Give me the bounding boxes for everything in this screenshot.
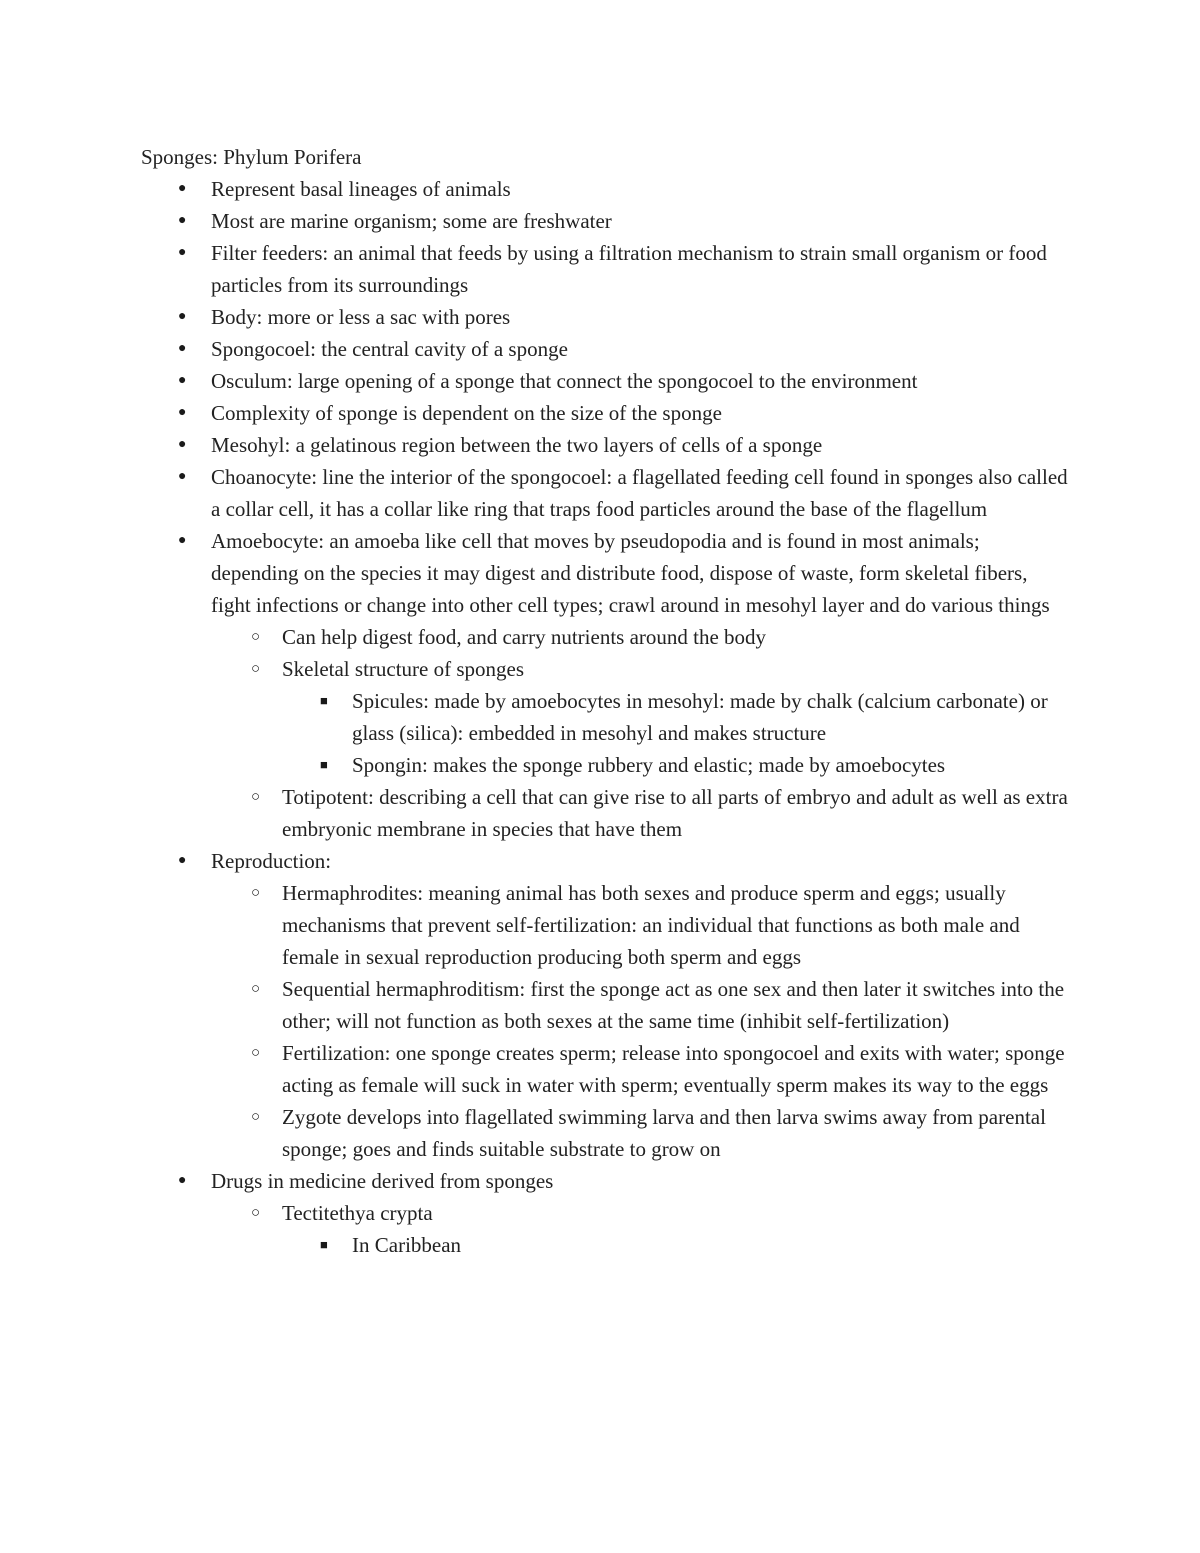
list-item-text: Mesohyl: a gelatinous region between the two layers of cells of a sponge [211,433,823,457]
list-item-text: Body: more or less a sac with pores [211,305,511,329]
list-item [178,461,1071,525]
bullet-square-icon: ■ [320,693,328,708]
bullet-dot-icon: ● [178,1173,187,1188]
sub-list-item [251,653,1071,781]
bullet-dot-icon: ● [178,533,187,548]
list-item [178,333,1071,365]
list-item-text: Drugs in medicine derived from sponges [211,1169,554,1193]
bullet-circle-icon: ○ [251,1205,261,1221]
list-item-text: Reproduction: [211,849,332,873]
bullet-dot-icon: ● [178,405,187,420]
bullet-dot-icon: ● [178,373,187,388]
sub-sub-list-item-text: Spongin: makes the sponge rubbery and elastic; made by amoebocytes [352,753,946,777]
bullet-dot-icon: ● [178,309,187,324]
bullet-list [141,173,1071,1261]
sub-sub-list [282,1229,1071,1261]
document-body [141,141,1071,1261]
bullet-dot-icon: ● [178,341,187,356]
list-item [178,237,1071,301]
list-item-text: Choanocyte: line the interior of the spongocoel: a flagellated feeding cell found in sponges also called a collar cell, it has a collar like ring that traps food particles around the base of the flagellum [211,465,1068,521]
list-item [178,845,1071,1165]
sub-list-item-text: Skeletal structure of sponges [282,657,525,681]
bullet-square-icon: ■ [320,757,328,772]
sub-list-item [251,781,1071,845]
sub-list-item-text: Sequential hermaphroditism: first the sponge act as one sex and then later it switches into the other; will not function as both sexes at the same time (inhibit self-fertilization) [282,977,1065,1033]
sub-list-item-text: Zygote develops into flagellated swimming larva and then larva swims away from parental sponge; goes and finds suitable substrate to grow on [282,1105,1046,1161]
list-item-text: Represent basal lineages of animals [211,177,511,201]
list-item-text: Spongocoel: the central cavity of a sponge [211,337,568,361]
sub-sub-list-item-text: Spicules: made by amoebocytes in mesohyl: made by chalk (calcium carbonate) or glass (silica): embedded in mesohyl and makes structure [352,689,1048,745]
sub-list-item [251,1197,1071,1261]
sub-sub-list-item [320,1229,1071,1261]
list-item [178,365,1071,397]
bullet-dot-icon: ● [178,469,187,484]
bullet-dot-icon: ● [178,853,187,868]
sub-list-item [251,1101,1071,1165]
bullet-circle-icon: ○ [251,981,261,997]
sub-list-item-text: Hermaphrodites: meaning animal has both sexes and produce sperm and eggs; usually mechanisms that prevent self-fertilization: an individual that functions as both male and female in sexual reproduction producing both sperm and eggs [282,881,1020,969]
list-item [178,397,1071,429]
list-item-text: Most are marine organism; some are freshwater [211,209,612,233]
bullet-circle-icon: ○ [251,661,261,677]
bullet-circle-icon: ○ [251,1045,261,1061]
sub-sub-list [282,685,1071,781]
list-item-text: Amoebocyte: an amoeba like cell that moves by pseudopodia and is found in most animals; depending on the species it may digest and distribute food, dispose of waste, form skeletal fibers, fight infections or change into other cell types; crawl around in mesohyl layer and do various things [211,529,1050,617]
sub-list-item-text: Tectitethya crypta [282,1201,433,1225]
sub-list [211,877,1071,1165]
sub-list-item-text: Can help digest food, and carry nutrients around the body [282,625,767,649]
bullet-dot-icon: ● [178,181,187,196]
list-item-text: Osculum: large opening of a sponge that connect the spongocoel to the environment [211,369,918,393]
bullet-circle-icon: ○ [251,629,261,645]
list-item [178,173,1071,205]
sub-list-item-text: Fertilization: one sponge creates sperm; release into spongocoel and exits with water; sponge acting as female will suck in water with sperm; eventually sperm makes its way to the eggs [282,1041,1065,1097]
list-item [178,525,1071,845]
sub-list-item [251,1037,1071,1101]
bullet-circle-icon: ○ [251,1109,261,1125]
bullet-dot-icon: ● [178,437,187,452]
list-item [178,1165,1071,1261]
bullet-dot-icon: ● [178,245,187,260]
sub-list-item-text: Totipotent: describing a cell that can give rise to all parts of embryo and adult as well as extra embryonic membrane in species that have them [282,785,1068,841]
list-item-text: Complexity of sponge is dependent on the size of the sponge [211,401,722,425]
sub-sub-list-item [320,685,1071,749]
sub-list [211,1197,1071,1261]
list-item [178,429,1071,461]
bullet-circle-icon: ○ [251,789,261,805]
document-title: Sponges: Phylum Porifera [141,145,362,169]
bullet-circle-icon: ○ [251,885,261,901]
list-item-text: Filter feeders: an animal that feeds by using a filtration mechanism to strain small organism or food particles from its surroundings [211,241,1047,297]
sub-list [211,621,1071,845]
list-item [178,301,1071,333]
sub-sub-list-item-text: In Caribbean [352,1233,462,1257]
bullet-dot-icon: ● [178,213,187,228]
sub-list-item [251,621,1071,653]
sub-list-item [251,877,1071,973]
bullet-square-icon: ■ [320,1237,328,1252]
list-item [178,205,1071,237]
sub-sub-list-item [320,749,1071,781]
sub-list-item [251,973,1071,1037]
